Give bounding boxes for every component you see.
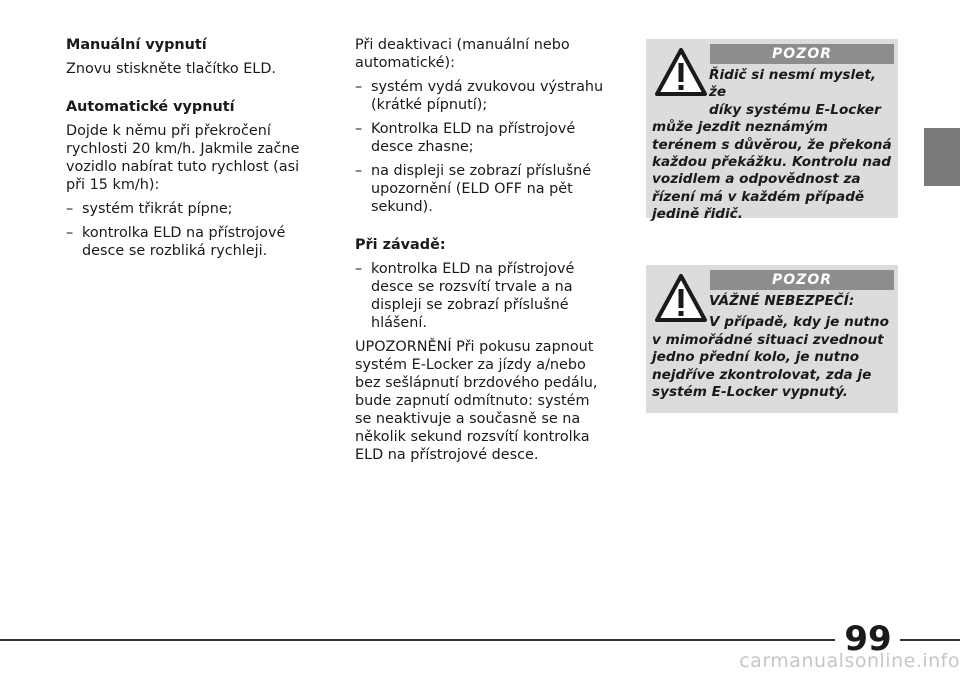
warning-box-1 bbox=[646, 39, 898, 223]
warning-label: POZOR bbox=[710, 270, 894, 290]
list-item: – kontrolka ELD na přístrojové desce se rozbliká rychleji. bbox=[66, 224, 316, 260]
list-item: – Kontrolka ELD na přístrojové desce zhasne; bbox=[355, 120, 607, 156]
para-auto-off: Dojde k němu při překročení rychlosti 20 km/h. Jakmile začne vozidlo nabírat tuto rychlost (asi při 15 km/h): bbox=[66, 123, 300, 193]
warning-text bbox=[652, 293, 894, 401]
warning-box-2 bbox=[646, 265, 898, 413]
para-notice: UPOZORNĚNÍ Při pokusu zapnout systém E-Locker za jízdy a/nebo bez sešlápnutí brzdového pedálu, bude zapnutí odmítnuto: systém se neaktivuje a současně se na několik sekund rozsvítí kontrolka ELD na přístrojové desce. bbox=[355, 339, 598, 463]
para-manual-off: Znovu stiskněte tlačítko ELD. bbox=[66, 61, 276, 77]
warning-line: Řidič si nesmí myslet, že bbox=[709, 67, 876, 101]
column-middle bbox=[355, 36, 607, 470]
warning-label: POZOR bbox=[710, 44, 894, 64]
page-number: 99 bbox=[844, 619, 892, 659]
heading-manual-off: Manuální vypnutí bbox=[66, 37, 207, 53]
para-deactivation: Při deaktivaci (manuální nebo automatické): bbox=[355, 37, 570, 71]
list-deactivation bbox=[355, 78, 607, 216]
heading-fault: Při závadě: bbox=[355, 237, 446, 253]
list-item: – kontrolka ELD na přístrojové desce se rozsvítí trvale a na displeji se zobrazí příslušné hlášení. bbox=[355, 260, 607, 332]
footer-rule bbox=[0, 639, 835, 641]
list-item: – na displeji se zobrazí příslušné upozornění (ELD OFF na pět sekund). bbox=[355, 162, 607, 216]
chapter-tab-marker bbox=[924, 128, 960, 186]
warning-heading: VÁŽNÉ NEBEZPEČÍ: bbox=[709, 293, 855, 309]
warning-line: v mimořádné situaci zvednout jedno přední kolo, je nutno nejdříve zkontrolovat, zda je systém E-Locker vypnutý. bbox=[652, 331, 884, 401]
list-fault bbox=[355, 260, 607, 332]
warning-line: V případě, kdy je nutno bbox=[709, 314, 889, 331]
warning-line: díky systému E-Locker bbox=[709, 101, 881, 118]
list-auto-off bbox=[66, 200, 316, 260]
list-item: – systém třikrát pípne; bbox=[66, 200, 316, 218]
warning-text bbox=[652, 67, 894, 224]
heading-auto-off: Automatické vypnutí bbox=[66, 99, 235, 115]
watermark: carmanualsonline.info bbox=[739, 650, 960, 672]
footer-rule bbox=[900, 639, 960, 641]
column-left bbox=[66, 36, 316, 266]
warning-line: může jezdit neznámým terénem s důvěrou, že překoná každou překážku. Kontrolu nad vozidlem a odpovědnost za řízení má v každém případě jedině řidič. bbox=[652, 119, 892, 223]
list-item: – systém vydá zvukovou výstrahu (krátké pípnutí); bbox=[355, 78, 607, 114]
